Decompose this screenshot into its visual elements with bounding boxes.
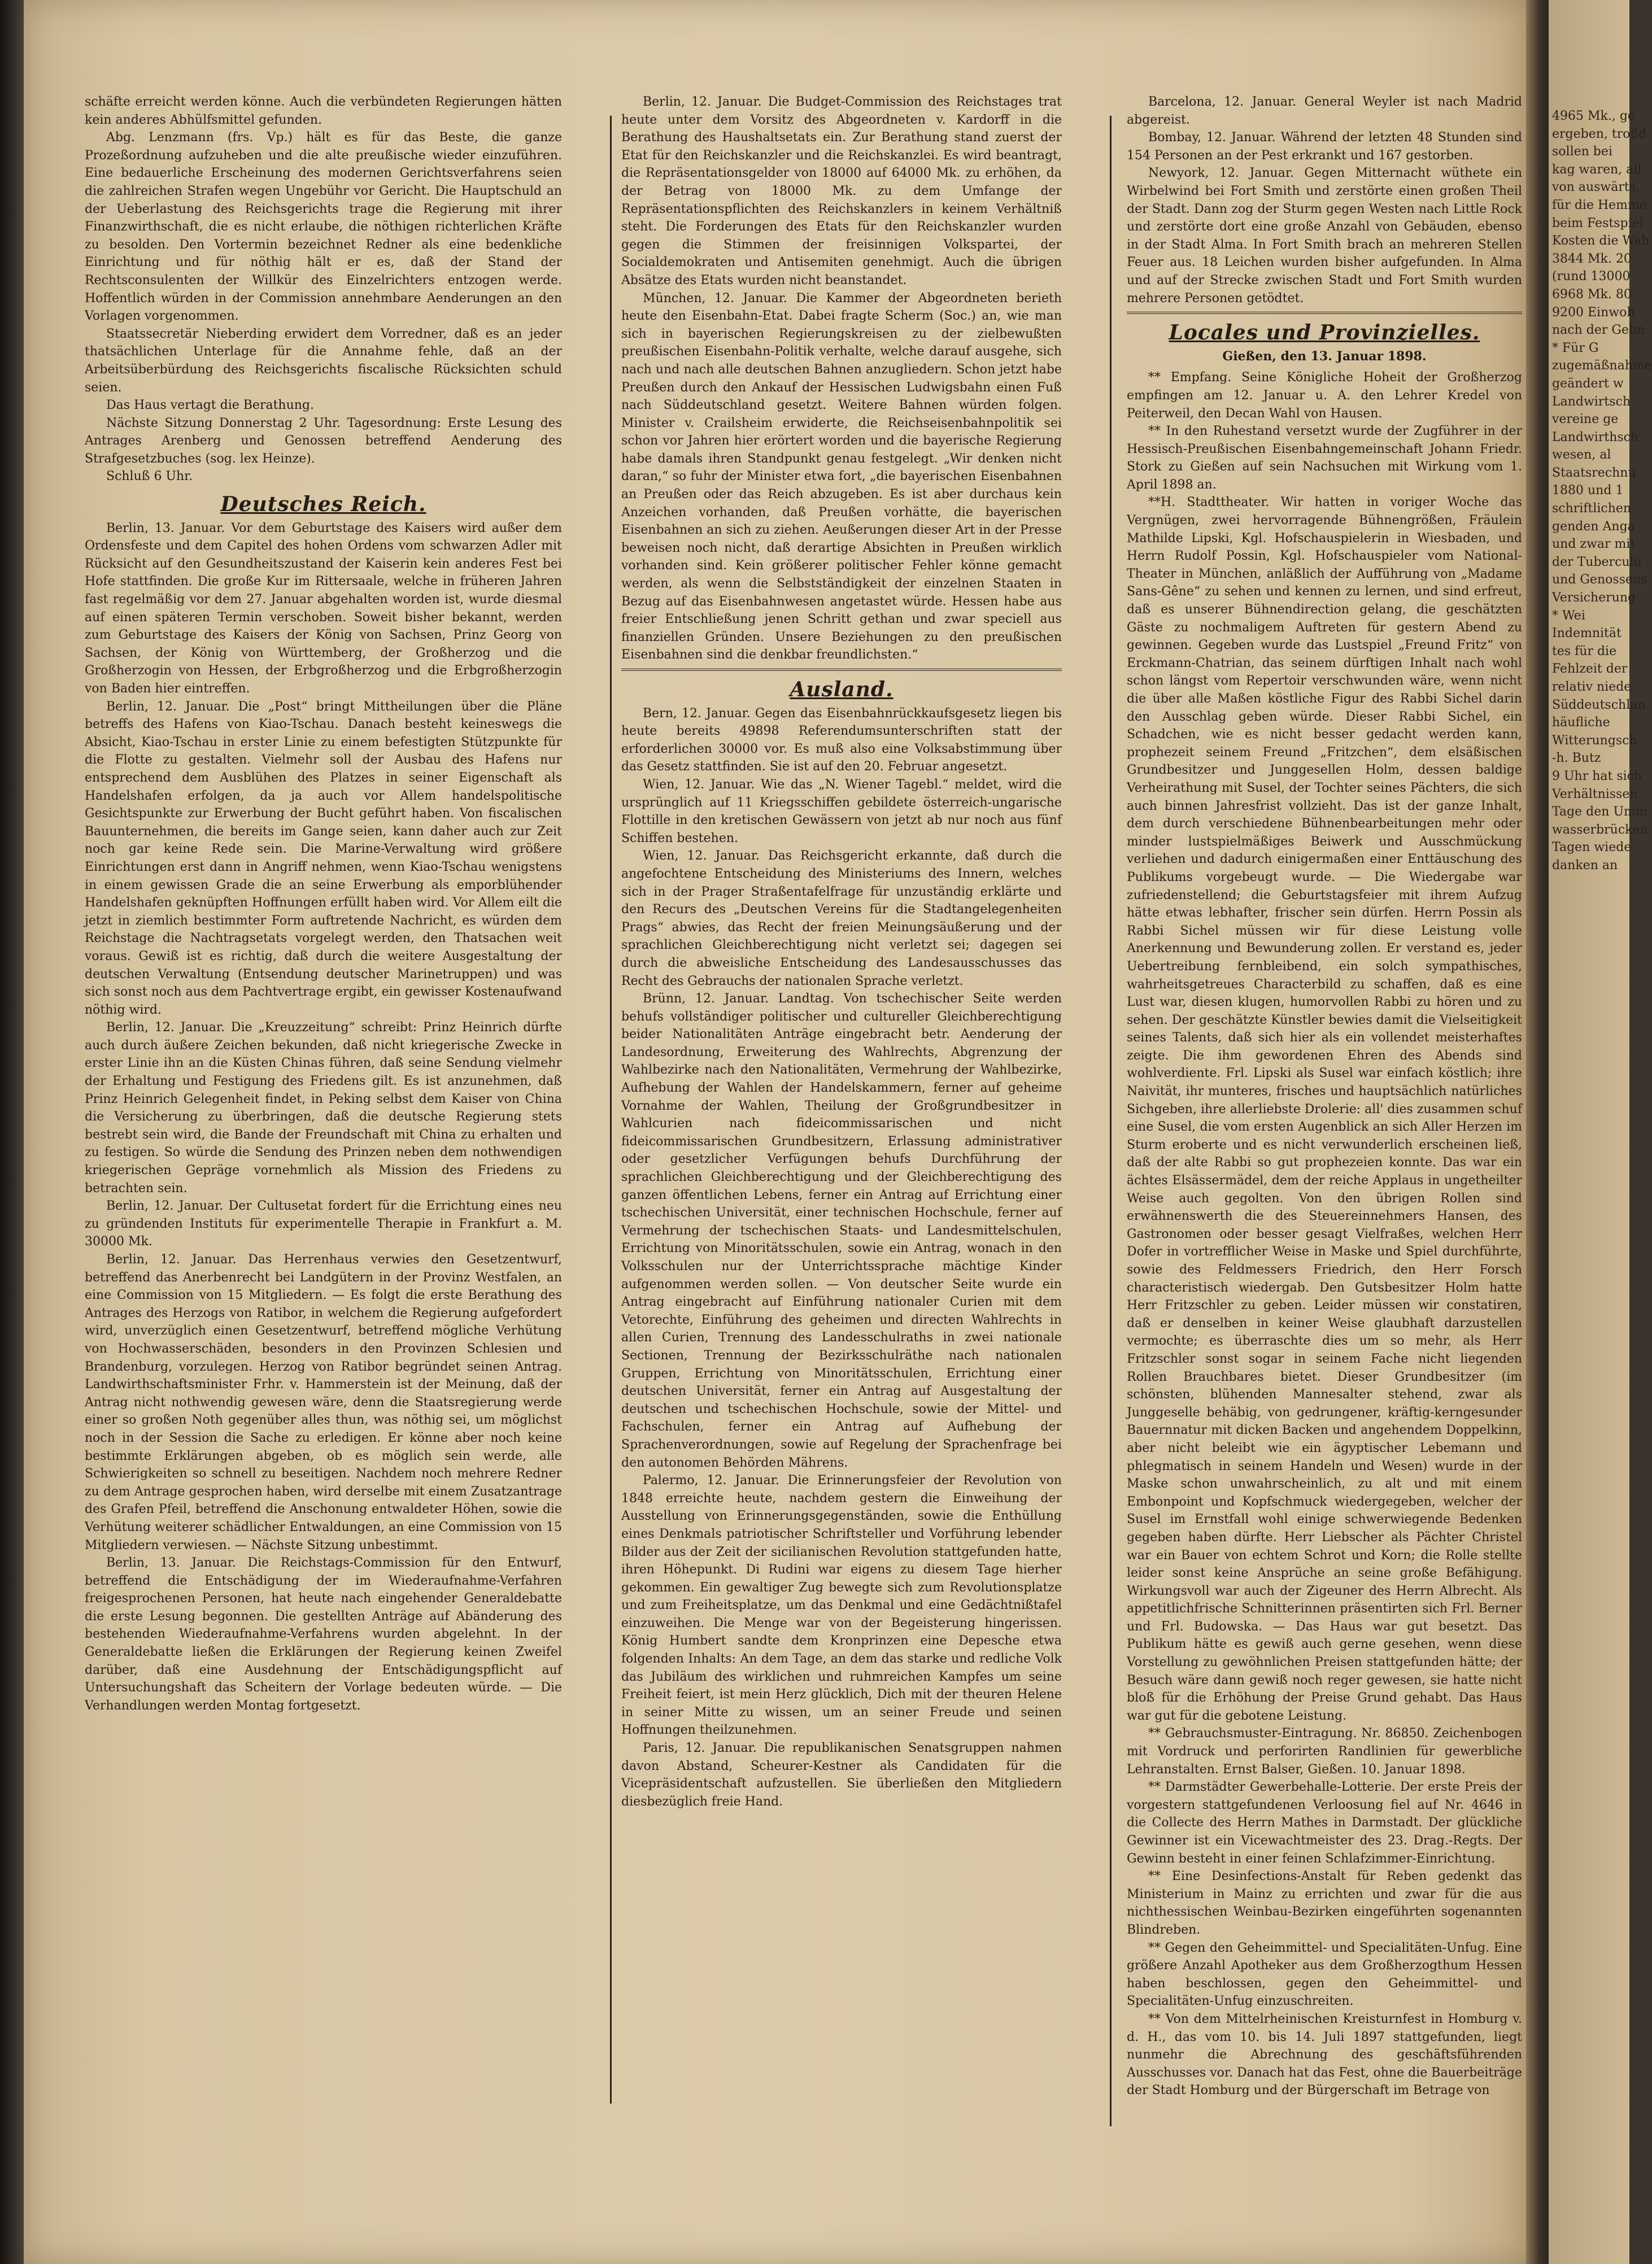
- adjacent-page-line: sollen bei: [1552, 145, 1612, 159]
- adjacent-page-line: Versicherung: [1552, 591, 1636, 605]
- article-paragraph: schäfte erreicht werden könne. Auch die verbündeten Regierungen hätten kein anderes Abhülfsmittel gefunden.: [85, 95, 562, 127]
- adjacent-page-line: tes für die: [1552, 644, 1617, 658]
- article-paragraph: ** Gebrauchsmuster-Eintragung. Nr. 86850. Zeichenbogen mit Vordruck und perforirten Randlinien für gewerbliche Lehranstalten. Ernst Balser, Gießen. 10. Januar 1898.: [1127, 1726, 1522, 1777]
- adjacent-page-line: (rund 13000: [1552, 269, 1631, 284]
- adjacent-page-line: 9 Uhr hat sich: [1552, 769, 1642, 783]
- article-paragraph: Berlin, 13. Januar. Vor dem Geburtstage des Kaisers wird außer dem Ordensfeste und dem Capitel des hohen Ordens vom schwarzen Adler mit Rücksicht auf den Gesundheitszustand der Kaiserin kein anderes Fest bei Hofe stattfinden. Die große Kur im Rittersaale, welche in früheren Jahren fast regelmäßig vor dem 27. Januar abgehalten worden ist, wurde diesmal auf einen späteren Termin verschoben. Soweit bisher bekannt, werden zum Geburtstage des Kaisers der König von Sachsen, Prinz Georg von Sachsen, der König von Württemberg, der Großherzog und die Großherzogin von Hessen, der Erbgroßherzog und die Erbgroßherzogin von Baden hier eintreffen.: [85, 521, 562, 696]
- adjacent-page-line: * Für G: [1552, 341, 1599, 355]
- adjacent-page-line: danken an: [1552, 858, 1618, 873]
- adjacent-page-line: 6968 Mk. 80: [1552, 287, 1632, 302]
- adjacent-page-line: häufliche: [1552, 716, 1610, 730]
- adjacent-page-line: schriftlichen: [1552, 501, 1632, 516]
- article-paragraph: Paris, 12. Januar. Die republikanischen Senatsgruppen nahmen davon Abstand, Scheurer-Kestner als Candidaten für die Vicepräsidentschaft aufzustellen. Sie überließen den Mitgliedern diesbezüglich freie Hand.: [621, 1741, 1062, 1809]
- article-paragraph: ** Darmstädter Gewerbehalle-Lotterie. Der erste Preis der vorgestern stattgefundenen Verloosung fiel auf Nr. 4646 in die Collecte des Herrn Mathes in Darmstadt. Der glückliche Gewinner ist ein Vicewachtmeister des 23. Drag.-Regts. Der Gewinn besteht in einer feinen Schlafzimmer-Einrichtung.: [1127, 1780, 1522, 1866]
- adjacent-page-line: genden Anga: [1552, 519, 1635, 534]
- adjacent-page-line: Landwirthsch: [1552, 430, 1639, 444]
- adjacent-page-line: Staatsrechnu: [1552, 465, 1636, 480]
- article-paragraph: ** Gegen den Geheimmittel- und Specialitäten-Unfug. Eine größere Anzahl Apotheker aus dem Großherzogthum Hessen haben beschlossen, gegen den Geheimmittel- und Specialitäten-Unfug einzuschreiten.: [1127, 1940, 1522, 2009]
- adjacent-page-line: für die Hemme: [1552, 198, 1647, 212]
- article-paragraph: Palermo, 12. Januar. Die Erinnerungsfeier der Revolution von 1848 erreichte heute, nachdem gestern die Einweihung der Ausstellung von Erinnerungsgegenständen, sowie die Enthüllung eines Denkmals patriotischer Schriftsteller und Vorführung lebender Bilder aus der Zeit der sicilianischen Revolution stattgefunden hatte, ihren Höhepunkt. Di Rudini war eigens zu diesem Tage hierher gekommen. Ein gewaltiger Zug bewegte sich zum Revolutionsplatze und zum Freiheitsplatze, um das Denkmal und eine Gedächtnißtafel einzuweihen. Die Menge war von der Begeisterung hingerissen. König Humbert sandte dem Kronprinzen eine Depesche etwa folgenden Inhalts: An dem Tage, an dem das starke und redliche Volk das Jubiläum des wirklichen und ruhmreichen Kampfes um seine Freiheit feiert, ist mein Herz glücklich, Dich mit der theuren Helene in seiner Mitte zu wissen, um an seiner Freude und seinen Hoffnungen theilzunehmen.: [621, 1473, 1062, 1738]
- book-gutter: [1526, 0, 1549, 2264]
- article-paragraph: Berlin, 12. Januar. Der Cultusetat fordert für die Errichtung eines neu zu gründenden Instituts für experimentelle Therapie in Frankfurt a. M. 30000 Mk.: [85, 1199, 562, 1249]
- adjacent-page-line: nach der Gebn: [1552, 323, 1645, 338]
- article-paragraph: ** Von dem Mittelrheinischen Kreisturnfest in Homburg v. d. H., das vom 10. bis 14. Juli 1897 stattgefunden, liegt nunmehr die Abrechnung des geschäftsführenden Ausschusses vor. Danach hat das Fest, ohne die Bauerbeiträge der Stadt Homburg und der Bürgerschaft im Betrage von: [1127, 2012, 1522, 2098]
- article-paragraph: München, 12. Januar. Die Kammer der Abgeordneten berieth heute den Eisenbahn-Etat. Dabei fragte Scherm (Soc.) an, wie man sich in bayerischen Regierungskreisen zu der zielbewußten preußischen Eisenbahn-Politik verhalte, welche darauf ausgehe, sich nach und nach alle deutschen Bahnen anzugliedern. Schon jetzt habe Preußen durch den Ankauf der Hessischen Ludwigsbahn einen Fuß nach Süddeutschland gesetzt. Weitere Bahnen würden folgen. Minister v. Crailsheim erwiderte, die Reichseisenbahnpolitik sei schon vor Jahren hier erörtert worden und die bayerische Regierung habe damals ihren Standpunkt genau festgelegt. „Wir denken nicht daran,“ so fuhr der Minister etwa fort, „die bayerischen Eisenbahnen an Preußen oder das Reich abzugeben. Es ist aber durchaus kein Anzeichen vorhanden, daß Preußen vorhätte, die bayerischen Eisenbahnen an sich zu ziehen. Aeußerungen dieser Art in der Presse beweisen noch nicht, daß derartige Absichten in Preußen wirklich vorhanden sind. Kein größerer politischer Fehler könne gemacht werden, als wenn die Selbstständigkeit der einzelnen Staaten in Bezug auf das Eisenbahnwesen angetastet würde. Hessen habe aus freier Entschließung jenen Schritt gethan und zwar speciell aus finanziellen Gründen. Unsere Beziehungen zu den preußischen Eisenbahnen sind die denkbar freundlichsten.“: [621, 291, 1062, 662]
- article-paragraph: Berlin, 12. Januar. Das Herrenhaus verwies den Gesetzentwurf, betreffend das Anerbenrecht bei Landgütern in der Provinz Westfalen, an eine Commission von 15 Mitgliedern. — Es folgt die erste Berathung des Antrages des Herzogs von Ratibor, in welchem die Regierung aufgefordert wird, unverzüglich einen Gesetzentwurf, betreffend mögliche Verhütung von Hochwasserschäden, besonders in den Provinzen Schlesien und Brandenburg, vorzulegen. Herzog von Ratibor begründet seinen Antrag. Landwirthschaftsminister Frhr. v. Hammerstein ist der Meinung, daß der Antrag nicht nothwendig gewesen wäre, denn die Staatsregierung werde einer so großen Noth gegenüber alles thun, was nöthig sei, um möglichst noch in der Session die Sache zu erledigen. Er könne aber noch keine bestimmte Erklärungen abgeben, ob es möglich sein werde, alle Schwierigkeiten so schnell zu beseitigen. Nachdem noch mehrere Redner zu dem Antrage gesprochen haben, wird derselbe mit einem Zusatzantrage des Grafen Pfeil, betreffend die Anschonung entwaldeter Höhen, sowie die Verhütung weiterer schädlicher Entwaldungen, an eine Commission von 15 Mitgliedern verwiesen. — Nächste Sitzung unbestimmt.: [85, 1253, 562, 1552]
- article-paragraph: Newyork, 12. Januar. Gegen Mitternacht wüthete ein Wirbelwind bei Fort Smith und zerstörte einen großen Theil der Stadt. Dann zog der Sturm gegen Westen nach Little Rock und zerstörte dort eine große Anzahl von Gebäuden, ebenso in der Stadt Alma. In Fort Smith brach an mehreren Stellen Feuer aus. 18 Leichen wurden bisher aufgefunden. In Alma und auf der Strecke zwischen Stadt und Fort Smith wurden mehrere Personen getödtet.: [1127, 166, 1522, 306]
- article-paragraph: Berlin, 12. Januar. Die „Kreuzzeitung“ schreibt: Prinz Heinrich dürfte auch durch äußere Zeichen bekunden, daß nicht kriegerische Zwecke in erster Linie ihn an die Küsten Chinas führen, daß seine Sendung vielmehr der Erhaltung und Festigung des Friedens gilt. Es ist anzunehmen, daß Prinz Heinrich Gelegenheit findet, in Peking selbst dem Kaiser von China die Versicherung zu überbringen, daß die deutsche Regierung stets bestrebt sein wird, die Bande der Freundschaft mit China zu erhalten und zu festigen. So würde die Sendung des Prinzen neben dem nothwendigen kriegerischen Gepräge vornehmlich als Mission des Friedens zu betrachten sein.: [85, 1020, 562, 1196]
- adjacent-page-line: relativ niede: [1552, 680, 1632, 694]
- column-rule-2: [1110, 116, 1111, 2126]
- adjacent-page-line: kag waren, all: [1552, 162, 1642, 177]
- adjacent-page-line: der Tuberculo: [1552, 555, 1641, 569]
- adjacent-page-edge: [1549, 0, 1652, 2264]
- section-title-deutsches-reich: Deutsches Reich.: [220, 492, 426, 517]
- article-paragraph: Bern, 12. Januar. Gegen das Eisenbahnrückkaufsgesetz liegen bis heute bereits 49898 Referendumsunterschriften statt der erforderlichen 30000 vor. Es muß also eine Volksabstimmung über das Gesetz stattfinden. Sie ist auf den 20. Februar angesetzt.: [621, 706, 1062, 774]
- adjacent-page-line: Süddeutschlan: [1552, 697, 1646, 712]
- adjacent-page-line: Fehlzeit der: [1552, 662, 1628, 677]
- column-middle: [621, 93, 1062, 2070]
- article-paragraph: ** In den Ruhestand versetzt wurde der Zugführer in der Hessisch-Preußischen Eisenbahngemeinschaft Johann Friedr. Stork zu Gießen auf sein Nachsuchen mit Wirkung vom 1. April 1898 an.: [1127, 424, 1522, 492]
- article-paragraph: Abg. Lenzmann (frs. Vp.) hält es für das Beste, die ganze Prozeßordnung aufzuheben und die alte preußische wieder einzuführen. Eine bedauerliche Erscheinung des modernen Gerichtsverfahrens seien die zahlreichen Strafen wegen Ungebühr vor Gericht. Die Hauptschuld an der Ueberlastung des Reichsgerichts trage die Regierung mit ihrer Finanzwirthschaft, die es nicht erlaube, die nöthigen richterlichen Kräfte zu besolden. Den Vortermin bezeichnet Redner als eine bedenkliche Einrichtung und für nöthig hält er es, daß der Stand der Rechtsconsulenten der Willkür des Einzelrichters entzogen werde. Hoffentlich würden in der Commission annehmbare Aenderungen an den Vorlagen vorgenommen.: [85, 130, 562, 324]
- article-paragraph: Berlin, 13. Januar. Die Reichstags-Commission für den Entwurf, betreffend die Entschädigung der im Wiederaufnahme-Verfahren freigesprochenen Personen, hat heute nach eingehender Generaldebatte die erste Lesung begonnen. Die gestellten Anträge auf Abänderung des bestehenden Wiederaufnahme-Verfahrens wurden abgelehnt. In der Generaldebatte ließen die Erklärungen der Regierung keinen Zweifel darüber, daß eine Ausdehnung der Entschädigungspflicht auf Untersuchungshaft das Scheitern der Vorlage bedeuten würde. — Die Verhandlungen werden Montag fortgesetzt.: [85, 1556, 562, 1713]
- article-paragraph: Schluß 6 Uhr.: [106, 469, 193, 484]
- adjacent-page-line: -h. Butz: [1552, 751, 1601, 766]
- article-paragraph: ** Empfang. Seine Königliche Hoheit der Großherzog empfingen am 12. Januar u. A. den Lehrer Kredel von Peiterweil, den Decan Wahl von Hausen.: [1127, 370, 1522, 421]
- adjacent-page-line: beim Festspiel: [1552, 216, 1644, 230]
- column-right: [1127, 93, 1522, 2098]
- article-paragraph: Brünn, 12. Januar. Landtag. Von tschechischer Seite werden behufs vollständiger politischer und cultureller Gleichberechtigung beider Nationalitäten Anträge eingebracht betr. Aenderung der Landesordnung, Erweiterung des Wahlrechts, Abgrenzung der Wahlbezirke nach den Nationalitäten, Vermehrung der Wahlbezirke, Aufhebung der Wahlen der Handelskammern, ferner auf geheime Vornahme der Wahlen, Theilung der Großgrundbesitzer in Wahlcurien nach fideicommissarischen und nicht fideicommissarischen Grundbesitzern, Erlassung administrativer oder gesetzlicher Verfügungen behufs Durchführung der sprachlichen Gleichberechtigung und der Gleichberechtigung des ganzen öffentlichen Lebens, ferner ein Antrag auf Errichtung einer tschechischen Universität, einer technischen Hochschule, ferner auf Vermehrung der tschechischen Staats- und Landesmittelschulen, Errichtung von Minoritätsschulen, sowie ein Antrag, wonach in den Volksschulen nur der Unterrichtssprache mächtige Kinder aufgenommen werden sollen. — Von deutscher Seite wurde ein Antrag eingebracht auf Einführung nationaler Curien mit dem Vetorechte, Einführung des geheimen und directen Wahlrechts in allen Curien, Trennung des Landesschulraths in zwei nationale Sectionen, Trennung der Bezirksschulräthe nach nationalen Gruppen, Errichtung von Minoritätsschulen, Errichtung einer deutschen Universität, ferner ein Antrag auf Ausgestaltung der deutschen und tschechischen Hochschule, sowie der Mittel- und Fachschulen, ferner ein Antrag auf Aufhebung der Sprachenverordnungen, sowie auf Regelung der Sprachenfrage bei den autonomen Behörden Mährens.: [621, 992, 1062, 1470]
- adjacent-page-line: wasserbrücken: [1552, 822, 1648, 837]
- adjacent-page-line: Tage den Umm: [1552, 805, 1647, 819]
- adjacent-page-line: ergeben, troßd: [1552, 126, 1647, 141]
- article-paragraph: Das Haus vertagt die Berathung.: [106, 398, 315, 413]
- adjacent-page-line: zugemäßnahme: [1552, 359, 1652, 373]
- adjacent-page-line: 9200 Einwoh: [1552, 305, 1635, 320]
- article-paragraph: Nächste Sitzung Donnerstag 2 Uhr. Tagesordnung: Erste Lesung des Antrages Arenberg und Genossen betreffend Aenderung des Strafgesetzbuches (sog. lex Heinze).: [85, 416, 562, 466]
- adjacent-page-line: und Genossens: [1552, 573, 1647, 587]
- book-binding: [0, 0, 24, 2264]
- adjacent-page-line: Kosten die Wah: [1552, 234, 1650, 248]
- article-paragraph: Wien, 12. Januar. Das Reichsgericht erkannte, daß durch die angefochtene Entscheidung des Ministeriums des Innern, welches sich in der Prager Straßentafelfrage für unzuständig erklärte und den Recurs des „Deutschen Vereins für die Stadtangelegenheiten Prags“ abwies, das Recht der freien Meinungsäußerung und der sprachlichen Gleichberechtigung nicht verletzt sei; dagegen sei durch die abweisliche Entscheidung des Landesausschusses das Recht des Gebrauchs der nationalen Sprache verletzt.: [621, 849, 1062, 988]
- adjacent-page-text: [1552, 107, 1652, 875]
- adjacent-page-line: von auswärts,: [1552, 180, 1640, 195]
- column-left: [85, 93, 562, 2098]
- section-divider: [1127, 312, 1522, 314]
- adjacent-page-line: Indemnität: [1552, 626, 1622, 641]
- adjacent-page-line: * Wei: [1552, 608, 1585, 623]
- adjacent-page-line: 1880 und 1: [1552, 483, 1624, 498]
- adjacent-page-line: und zwar mit: [1552, 537, 1636, 552]
- article-paragraph: **H. Stadttheater. Wir hatten in voriger Woche das Vergnügen, zwei hervorragende Bühnengrößen, Fräulein Mathilde Lipski, Kgl. Hofschauspielerin in Wiesbaden, und Herrn Rudolf Possin, Kgl. Hofschauspieler vom National-Theater in München, anläßlich der Aufführung von „Madame Sans-Gêne“ zu sehen und kennen zu lernen, und sind erfreut, daß es unserer Bühnendirection gelang, die geschätzten Gäste zu nochmaligem Auftreten für gestern Abend zu gewinnen. Gegeben wurde das Lustspiel „Freund Fritz“ von Erckmann-Chatrian, das seinem dürftigen Inhalt nach wohl schon längst vom Repertoir verschwunden wäre, wenn nicht die über alle Maßen köstliche Figur des Rabbi Sichel darin den Ausschlag geben würde. Dieser Rabbi Sichel, ein Schadchen, wie es nicht besser gedacht werden kann, prophezeit seinem Freund „Fritzchen“, dem elsäßischen Grundbesitzer und Junggesellen Holm, dessen baldige Verheirathung mit Susel, der Tochter seines Pächters, die sich auch binnen Jahresfrist vollzieht. Das ist der ganze Inhalt, dem durch verschiedene Bühnenbearbeitungen mehr oder minder lustspielmäßiges Beiwerk und Ausschmückung verliehen und dadurch einigermaßen einer Enttäuschung des Publikums vorgebeugt wurde. — Die Wiedergabe war zufriedenstellend; die Geburtstagsfeier mit ihrem Aufzug hätte etwas lebhafter, frischer sein dürfen. Herrn Possin als Rabbi Sichel müssen wir für diese Leistung volle Anerkennung und Bewunderung zollen. Er verstand es, jeder Uebertreibung fernbleibend, ein solch sympathisches, wahrheitsgetreues Characterbild zu schaffen, daß es eine Lust war, diesen klugen, humorvollen Rabbi zu hören und zu sehen. Der geschätzte Künstler bewies damit die Vielseitigkeit seines Talents, daß sich hier als ein vollendet meisterhaftes zeigte. Die ihm gewordenen Ehren des Abends sind wohlverdiente. Frl. Lipski als Susel war einfach köstlich; ihre Naivität, ihr munteres, frisches und hauptsächlich natürliches Sichgeben, ihre allerliebste Drolerie: all' dies zusammen schuf eine Susel, die vom ersten Augenblick an sich Aller Herzen im Sturm eroberte und es nicht verwunderlich erscheinen ließ, daß der alte Rabbi so gut prophezeien konnte. Das war ein ächtes Elsässermädel, dem der reiche Applaus in ungetheilter Weise auch gegolten. Von den übrigen Rollen sind erwähnenswerth die des Steuereinnehmers Hansen, des Gastronomen oder besser gesagt Vielfraßes, welchen Herr Dofer in vortrefflicher Weise in Maske und Spiel durchführte, sowie des Feldmessers Friedrich, den Herr Forsch characteristisch wiedergab. Den Gutsbesitzer Holm hatte Herr Fritzschler zu geben. Leider müssen wir constatiren, daß er denselben in keiner Weise glaubhaft darzustellen vermochte; es überraschte dies um so mehr, als Herr Fritzschler sonst sogar in seinem Fache nicht liegenden Rollen Brauchbares bietet. Dieser Grundbesitzer (im schönsten, blühenden Mannesalter stehend, zwar als Junggeselle behäbig, von gedrungener, kräftig-kerngesunder Bauernnatur mit dicken Backen und angehendem Doppelkinn, aber nicht beleibt wie ein ägyptischer Lebemann und phlegmatisch in seinem Handeln und Wesen) wurde in der Maske schon unwahrscheinlich, zu alt und mit einem Embonpoint und Kopfschmuck wiedergegeben, welcher der Susel im Ernstfall wohl einige schwerwiegende Bedenken gegeben haben dürfte. Herr Liebscher als Pächter Christel war ein Bauer von echtem Schrot und Korn; die Rolle stellte leider sonst keine Ansprüche an seine große Befähigung. Wirkungsvoll war auch der Zigeuner des Herrn Albrecht. Als appetitlichfrische Schnitterinnen präsentirten sich Frl. Berner und Frl. Budowska. — Das Haus war gut besetzt. Das Publikum hätte es gewiß auch gerne gesehen, wenn diese Vorstellung zu gewöhnlichen Preisen stattgefunden hätte; der Besuch wäre dann gewiß noch reger gewesen, sie hatte nicht bloß für die Erhöhung der Preise Grund gehabt. Das Haus war gut für die gebotene Leistung.: [1127, 495, 1522, 1723]
- article-paragraph: Bombay, 12. Januar. Während der letzten 48 Stunden sind 154 Personen an der Pest erkrankt und 167 gestorben.: [1127, 130, 1522, 163]
- section-title-locales: Locales und Provinzielles.: [1169, 321, 1480, 345]
- adjacent-page-line: Tagen wiede: [1552, 840, 1632, 855]
- adjacent-page-line: Verhältnissen: [1552, 787, 1638, 801]
- article-paragraph: Staatssecretär Nieberding erwidert dem Vorredner, daß es an jeder thatsächlichen Unterlage für die Annahme fehle, daß an der Arbeitsüberbürdung des Reichsgerichts fiscalische Rücksichten schuld seien.: [85, 326, 562, 395]
- adjacent-page-line: Landwirtsch: [1552, 394, 1631, 409]
- adjacent-page-line: 4965 Mk., ge: [1552, 109, 1635, 123]
- adjacent-page-line: Witterungsch: [1552, 733, 1637, 748]
- adjacent-page-line: 3844 Mk. 20: [1552, 251, 1632, 266]
- column-rule-1: [610, 116, 612, 2104]
- dateline: Gießen, den 13. Januar 1898.: [1222, 348, 1427, 364]
- section-title-ausland: Ausland.: [790, 678, 893, 701]
- adjacent-page-line: vereine ge: [1552, 412, 1619, 427]
- article-paragraph: Wien, 12. Januar. Wie das „N. Wiener Tagebl.“ meldet, wird die ursprünglich auf 11 Kriegsschiffen gebildete österreich-ungarische Flottille in den kretischen Gewässern von jetzt ab nur noch aus fünf Schiffen bestehen.: [621, 777, 1062, 845]
- article-paragraph: Berlin, 12. Januar. Die Budget-Commission des Reichstages trat heute unter dem Vorsitz des Abgeordneten v. Kardorff in die Berathung des Haushaltsetats ein. Zur Berathung stand zuerst der Etat für den Reichskanzler und die Reichskanzlei. Es wird beantragt, die Repräsentationsgelder von 18000 auf 64000 Mk. zu erhöhen, da der Betrag von 18000 Mk. zu dem Umfange der Repräsentationspflichten des Reichskanzlers in keinem Verhältniß steht. Die Forderungen des Etats für den Reichskanzler wurden gegen die Stimmen der freisinnigen Volkspartei, der Socialdemokraten und Antisemiten genehmigt. Auch die übrigen Absätze des Etats wurden nicht beanstandet.: [621, 95, 1062, 287]
- adjacent-page-line: wesen, al: [1552, 448, 1611, 463]
- article-paragraph: Berlin, 12. Januar. Die „Post“ bringt Mittheilungen über die Pläne betreffs des Hafens von Kiao-Tschau. Danach besteht keineswegs die Absicht, Kiao-Tschau in erster Linie zu einem befestigten Stützpunkte für die Flotte zu gestalten. Vielmehr soll der Ausbau des Hafens nur entsprechend dem Ausblühen des Platzes in seiner Eigenschaft als Handelshafen erfolgen, da ja auch vor Allem handelspolitische Gesichtspunkte zur Erwerbung der Bucht geführt haben. Von fiscalischen Bauunternehmen, die bereits im Gange seien, kann daher auch zur Zeit noch gar keine Rede sein. Die Marine-Verwaltung wird größere Einrichtungen erst dann in Angriff nehmen, wenn Kiao-Tschau wenigstens in einem gewissen Grade die an seine Erwerbung als emporblühender Handelshafen geknüpften Hoffnungen erfüllt haben wird. Vor Allem eilt die jetzt in ziemlich bestimmter Form auftretende Nachricht, es würden dem Reichstage die Nachtragsetats vorgelegt werden, den Thatsachen weit voraus. Gewiß ist es richtig, daß durch die weitere Ausgestaltung der deutschen Verwaltung (Entsendung deutscher Marinetruppen) und was sich sonst noch aus dem Pachtvertrage ergibt, ein gewisser Kostenaufwand nöthig wird.: [85, 699, 562, 1017]
- section-divider: [621, 669, 1062, 671]
- adjacent-page-line: geändert w: [1552, 376, 1624, 391]
- article-paragraph: ** Eine Desinfections-Anstalt für Reben gedenkt das Ministerium in Mainz zu errichten und zwar für die aus nichthessischen Weinbau-Bezirken eingeführten sogenannten Blindreben.: [1127, 1869, 1522, 1937]
- article-paragraph: Barcelona, 12. Januar. General Weyler ist nach Madrid abgereist.: [1127, 95, 1522, 127]
